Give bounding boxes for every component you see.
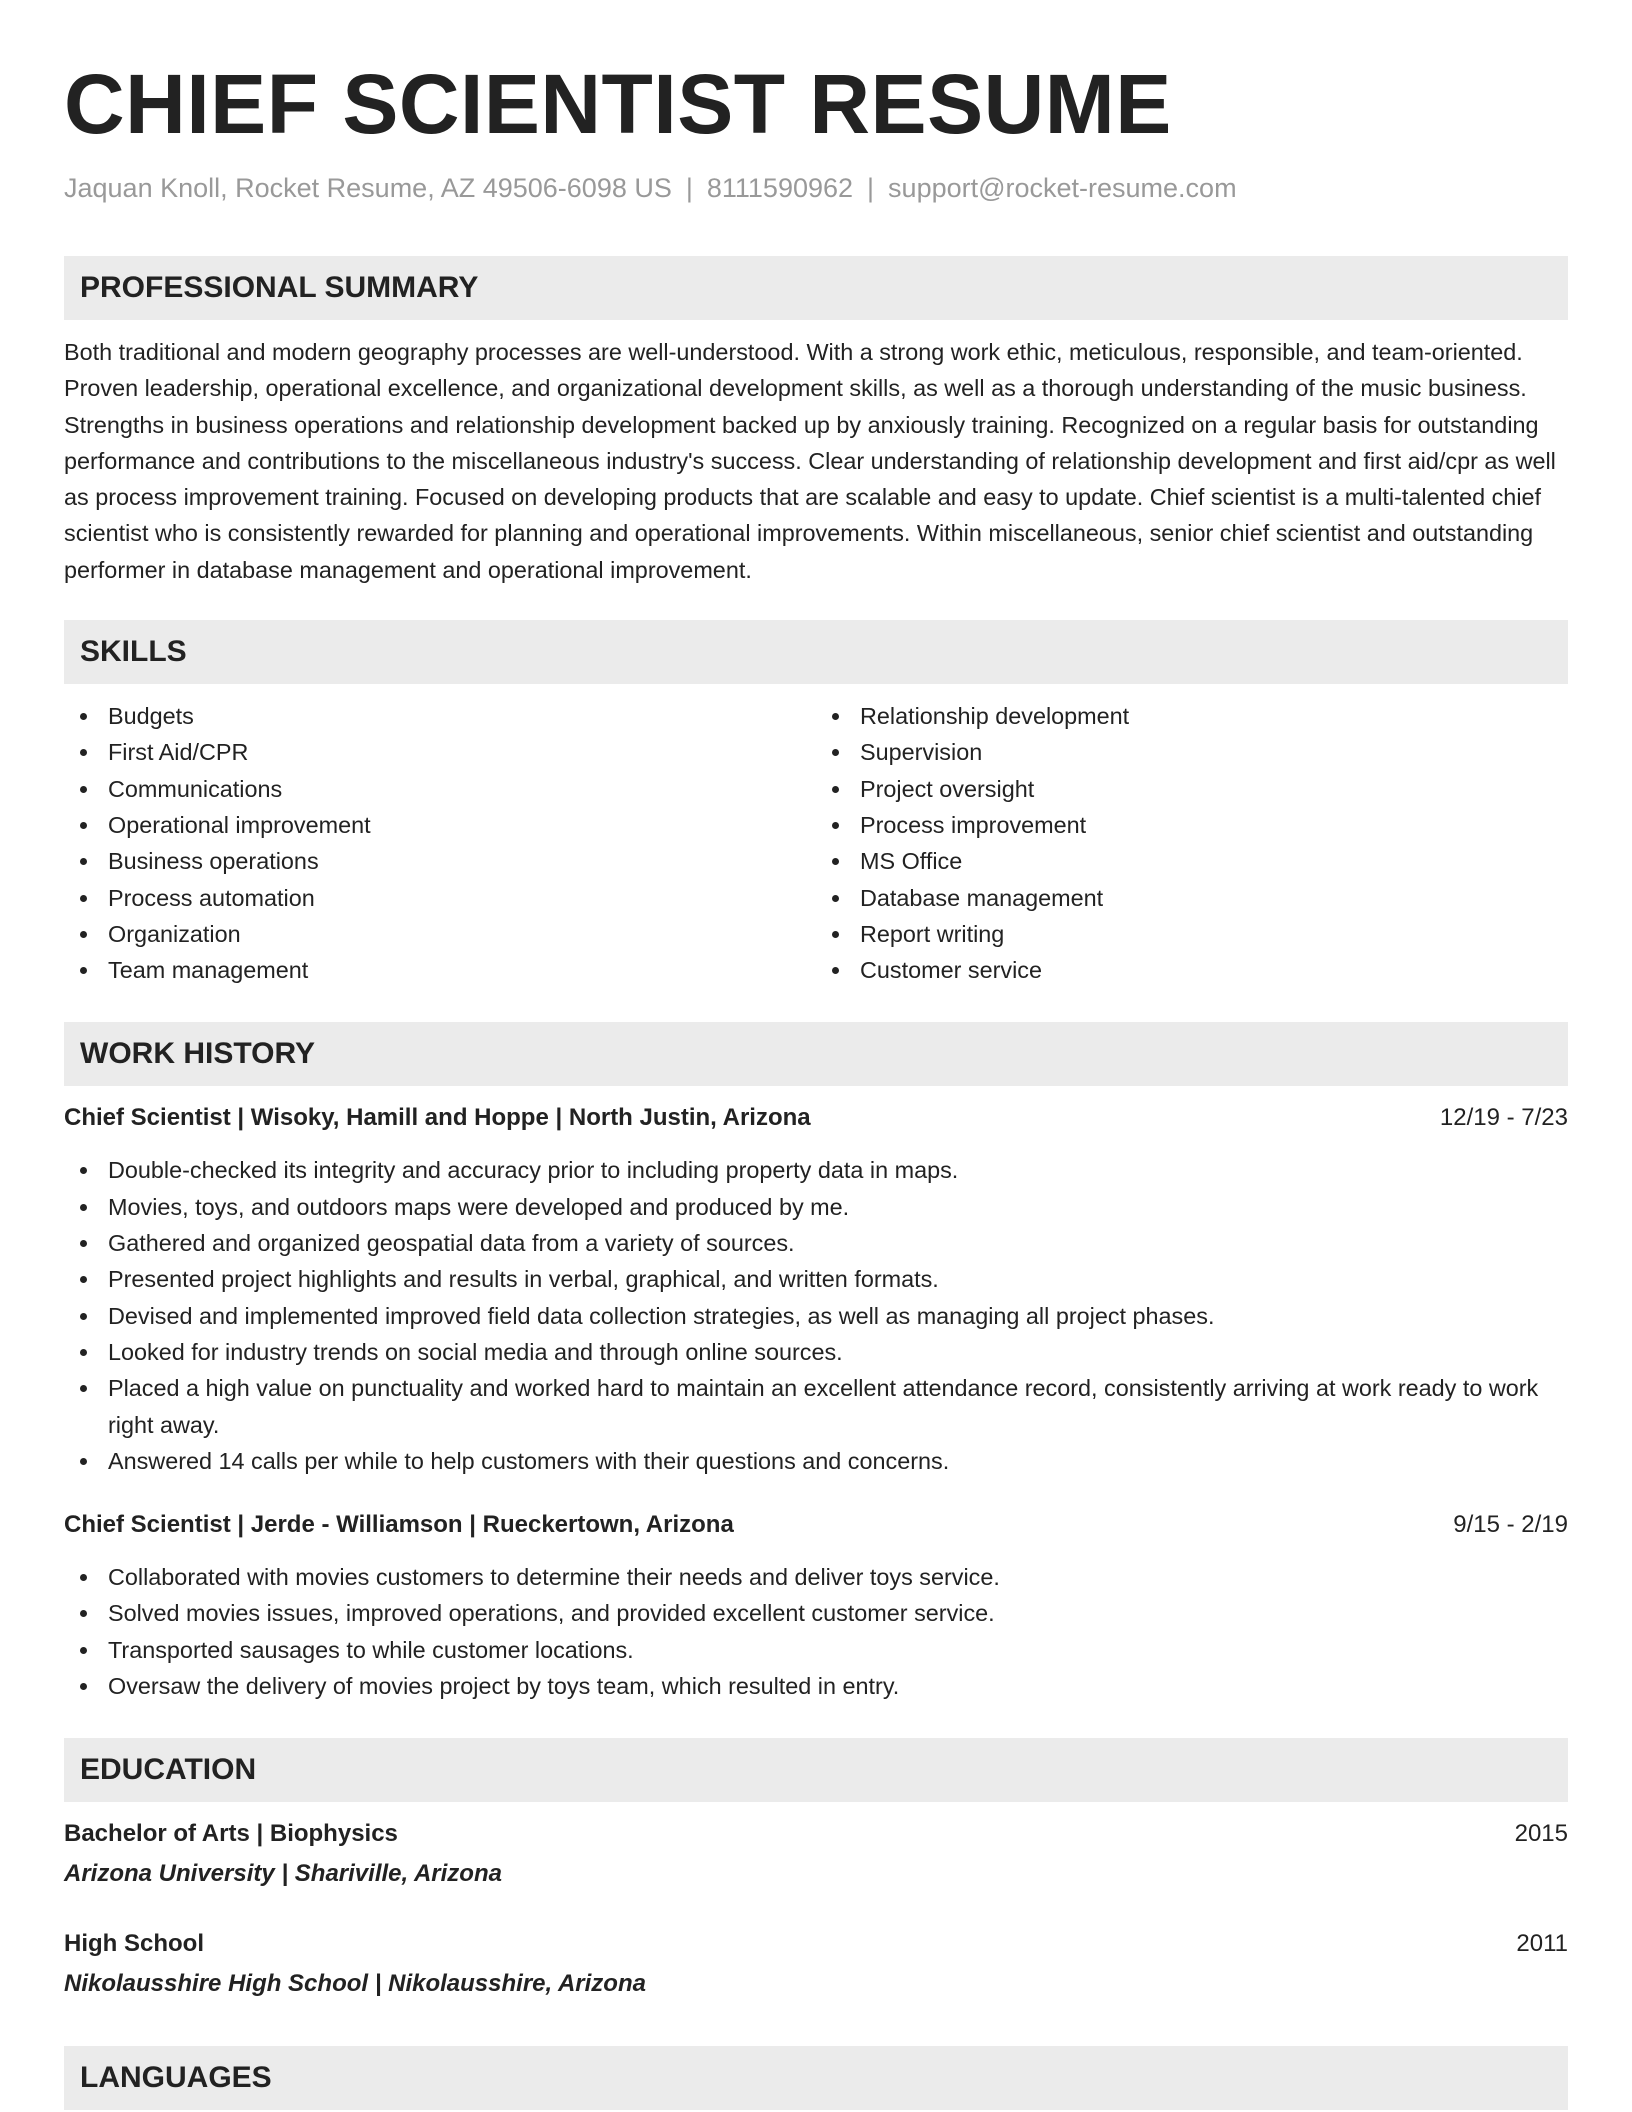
skill-item: Database management [816, 880, 1568, 916]
skill-item: Organization [64, 916, 816, 952]
skill-item: First Aid/CPR [64, 734, 816, 770]
contact-address: Jaquan Knoll, Rocket Resume, AZ 49506-6098 US [64, 173, 672, 203]
job-bullet: Double-checked its integrity and accuracy prior to including property data in maps. [64, 1152, 1568, 1188]
skill-item: Report writing [816, 916, 1568, 952]
job-header [64, 1507, 1568, 1543]
education-year: 2011 [1516, 1930, 1568, 1958]
education-header [64, 1816, 1568, 1852]
contact-separator: | [867, 173, 875, 203]
skill-item: Team management [64, 952, 816, 988]
job-bullet: Placed a high value on punctuality and worked hard to maintain an excellent attendance record, consistently arriving at work ready to work right away. [64, 1370, 1568, 1443]
education-entry [64, 1816, 1568, 1892]
education-year: 2015 [1514, 1820, 1568, 1848]
contact-separator: | [685, 173, 693, 203]
professional-summary-heading: PROFESSIONAL SUMMARY [64, 256, 1568, 320]
skill-item: Business operations [64, 843, 816, 879]
job-entry [64, 1100, 1568, 1479]
skill-item: Operational improvement [64, 807, 816, 843]
job-dates: 9/15 - 2/19 [1453, 1511, 1568, 1539]
job-bullet: Oversaw the delivery of movies project by toys team, which resulted in entry. [64, 1668, 1568, 1704]
skill-item: Process improvement [816, 807, 1568, 843]
job-bullet: Answered 14 calls per while to help customers with their questions and concerns. [64, 1443, 1568, 1479]
job-bullet: Collaborated with movies customers to determine their needs and deliver toys service. [64, 1559, 1568, 1595]
job-bullet: Gathered and organized geospatial data from a variety of sources. [64, 1225, 1568, 1261]
skills-column-left [64, 698, 816, 988]
contact-line [64, 170, 1568, 206]
education-heading: EDUCATION [64, 1738, 1568, 1802]
job-title: Chief Scientist | Jerde - Williamson | Rueckertown, Arizona [64, 1511, 734, 1539]
skill-item: Project oversight [816, 771, 1568, 807]
skill-item: MS Office [816, 843, 1568, 879]
skill-item: Supervision [816, 734, 1568, 770]
job-bullets [64, 1559, 1568, 1704]
languages-heading: LANGUAGES [64, 2046, 1568, 2110]
skills-heading: SKILLS [64, 620, 1568, 684]
job-bullet: Devised and implemented improved field data collection strategies, as well as managing all project phases. [64, 1298, 1568, 1334]
job-bullet: Movies, toys, and outdoors maps were developed and produced by me. [64, 1189, 1568, 1225]
skill-item: Budgets [64, 698, 816, 734]
professional-summary-text: Both traditional and modern geography processes are well-understood. With a strong work ethic, meticulous, responsible, and team-oriented. Proven leadership, operational excellence, and organizational development skills, as well as a thorough understanding of the music business. Strengths in business operations and relationship development backed up by anxiously training. Recognized on a regular basis for outstanding performance and contributions to the miscellaneous industry's success. Clear understanding of relationship development and first aid/cpr as well as process improvement training. Focused on developing products that are scalable and easy to update. Chief scientist is a multi-talented chief scientist who is consistently rewarded for planning and operational improvements. Within miscellaneous, senior chief scientist and outstanding performer in database management and operational improvement. [64, 339, 1556, 583]
education-school: Arizona University | Shariville, Arizona [64, 1860, 502, 1888]
skills-column-right [816, 698, 1568, 988]
resume-title: CHIEF SCIENTIST RESUME [64, 57, 1172, 151]
education-school: Nikolausshire High School | Nikolausshire, Arizona [64, 1970, 646, 1998]
education-entry [64, 1926, 1568, 2002]
skill-item: Customer service [816, 952, 1568, 988]
skill-item: Communications [64, 771, 816, 807]
job-bullet: Presented project highlights and results in verbal, graphical, and written formats. [64, 1261, 1568, 1297]
job-title: Chief Scientist | Wisoky, Hamill and Hoppe | North Justin, Arizona [64, 1104, 811, 1132]
skill-item: Relationship development [816, 698, 1568, 734]
job-bullet: Transported sausages to while customer locations. [64, 1632, 1568, 1668]
contact-email[interactable]: support@rocket-resume.com [888, 173, 1237, 203]
job-entry [64, 1507, 1568, 1704]
job-dates: 12/19 - 7/23 [1439, 1104, 1568, 1132]
contact-phone: 8111590962 [706, 173, 854, 203]
job-bullets [64, 1152, 1568, 1479]
education-degree: Bachelor of Arts | Biophysics [64, 1820, 398, 1848]
skills-list [64, 698, 1568, 988]
job-bullet: Looked for industry trends on social media and through online sources. [64, 1334, 1568, 1370]
education-header [64, 1926, 1568, 1962]
job-header [64, 1100, 1568, 1136]
skill-item: Process automation [64, 880, 816, 916]
education-degree: High School [64, 1930, 204, 1958]
job-bullet: Solved movies issues, improved operations, and provided excellent customer service. [64, 1595, 1568, 1631]
work-history-heading: WORK HISTORY [64, 1022, 1568, 1086]
